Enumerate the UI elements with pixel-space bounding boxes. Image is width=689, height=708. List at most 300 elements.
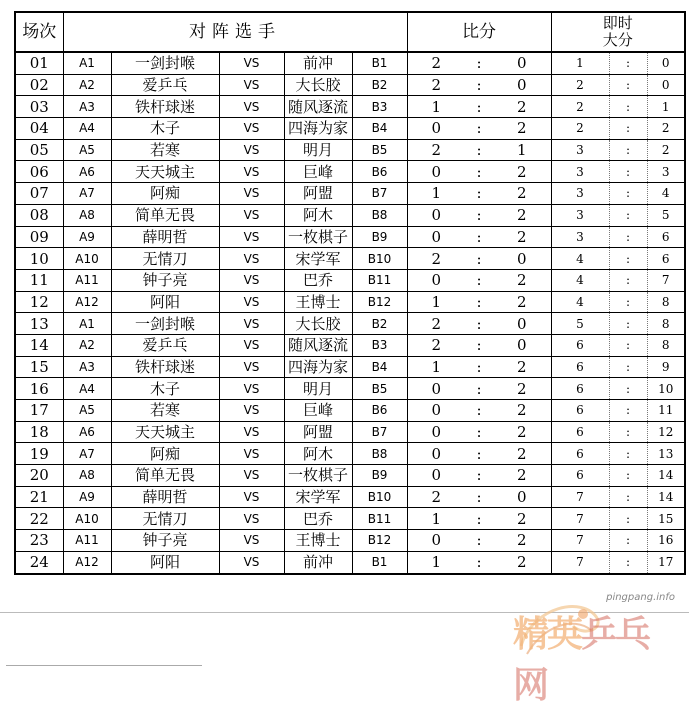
- score-a: 2: [407, 313, 465, 335]
- score-b: 2: [493, 530, 551, 552]
- vs-label: VS: [219, 183, 284, 205]
- running-score-separator: :: [609, 183, 647, 205]
- round-number: 13: [15, 313, 63, 335]
- vs-label: VS: [219, 269, 284, 291]
- player-a-name: 铁杆球迷: [111, 356, 219, 378]
- player-b-name: 大长胶: [284, 74, 352, 96]
- score-a: 1: [407, 183, 465, 205]
- running-score-separator: :: [609, 465, 647, 487]
- running-score-b: 8: [647, 334, 685, 356]
- player-b-code: B7: [352, 421, 407, 443]
- score-separator: :: [465, 74, 493, 96]
- vs-label: VS: [219, 313, 284, 335]
- score-a: 1: [407, 291, 465, 313]
- matchup-header: 对阵选手: [63, 12, 407, 52]
- player-a-name: 爱乒乓: [111, 74, 219, 96]
- score-b: 0: [493, 52, 551, 74]
- running-score-separator: :: [609, 118, 647, 140]
- running-score-separator: :: [609, 269, 647, 291]
- running-score-a: 4: [551, 248, 609, 270]
- running-score-separator: :: [609, 530, 647, 552]
- round-number: 10: [15, 248, 63, 270]
- running-score-b: 12: [647, 421, 685, 443]
- running-score-b: 13: [647, 443, 685, 465]
- table-row: [15, 269, 685, 291]
- score-separator: :: [465, 96, 493, 118]
- running-score-a: 7: [551, 486, 609, 508]
- running-score-b: 6: [647, 248, 685, 270]
- score-a: 0: [407, 443, 465, 465]
- score-separator: :: [465, 356, 493, 378]
- player-b-name: 前冲: [284, 52, 352, 74]
- score-a: 1: [407, 356, 465, 378]
- running-score-b: 6: [647, 226, 685, 248]
- player-a-name: 钟子亮: [111, 269, 219, 291]
- player-a-name: 无情刀: [111, 508, 219, 530]
- player-b-name: 一枚棋子: [284, 465, 352, 487]
- player-a-code: A7: [63, 183, 111, 205]
- running-score-a: 3: [551, 161, 609, 183]
- running-score-a: 6: [551, 421, 609, 443]
- player-b-name: 明月: [284, 378, 352, 400]
- player-a-name: 阿痴: [111, 443, 219, 465]
- player-a-name: 阿痴: [111, 183, 219, 205]
- running-score-a: 5: [551, 313, 609, 335]
- player-b-name: 随风逐流: [284, 96, 352, 118]
- score-b: 2: [493, 378, 551, 400]
- score-b: 2: [493, 118, 551, 140]
- vs-label: VS: [219, 530, 284, 552]
- player-a-code: A5: [63, 139, 111, 161]
- score-separator: :: [465, 204, 493, 226]
- running-score-a: 1: [551, 52, 609, 74]
- player-b-code: B4: [352, 118, 407, 140]
- score-separator: :: [465, 269, 493, 291]
- score-b: 1: [493, 139, 551, 161]
- vs-label: VS: [219, 161, 284, 183]
- player-b-code: B4: [352, 356, 407, 378]
- score-separator: :: [465, 465, 493, 487]
- score-b: 0: [493, 248, 551, 270]
- score-separator: :: [465, 291, 493, 313]
- running-score-a: 4: [551, 269, 609, 291]
- player-a-code: A8: [63, 465, 111, 487]
- score-b: 2: [493, 183, 551, 205]
- vs-label: VS: [219, 74, 284, 96]
- player-b-name: 前冲: [284, 551, 352, 573]
- score-separator: :: [465, 508, 493, 530]
- round-header: 场次: [15, 12, 63, 52]
- running-score-a: 2: [551, 74, 609, 96]
- running-score-b: 1: [647, 96, 685, 118]
- score-a: 2: [407, 139, 465, 161]
- table-row: [15, 118, 685, 140]
- round-number: 02: [15, 74, 63, 96]
- watermark-url: pingpang.info: [606, 592, 675, 603]
- player-b-name: 王博士: [284, 530, 352, 552]
- score-a: 0: [407, 161, 465, 183]
- player-a-code: A12: [63, 551, 111, 573]
- running-score-a: 6: [551, 465, 609, 487]
- running-score-separator: :: [609, 204, 647, 226]
- score-a: 2: [407, 74, 465, 96]
- running-score-header: [551, 12, 685, 52]
- vs-label: VS: [219, 139, 284, 161]
- running-score-b: 17: [647, 551, 685, 573]
- score-b: 2: [493, 161, 551, 183]
- player-a-name: 铁杆球迷: [111, 96, 219, 118]
- score-a: 0: [407, 269, 465, 291]
- running-score-a: 3: [551, 139, 609, 161]
- score-a: 1: [407, 508, 465, 530]
- player-a-name: 爱乒乓: [111, 334, 219, 356]
- table-row: [15, 334, 685, 356]
- player-a-name: 若寒: [111, 400, 219, 422]
- player-b-code: B9: [352, 465, 407, 487]
- player-a-name: 钟子亮: [111, 530, 219, 552]
- running-score-a: 2: [551, 96, 609, 118]
- player-b-code: B1: [352, 52, 407, 74]
- player-a-code: A4: [63, 378, 111, 400]
- table-row: [15, 291, 685, 313]
- score-b: 0: [493, 313, 551, 335]
- score-separator: :: [465, 334, 493, 356]
- player-a-code: A6: [63, 421, 111, 443]
- score-b: 2: [493, 465, 551, 487]
- table-row: [15, 161, 685, 183]
- running-score-a: 6: [551, 443, 609, 465]
- round-number: 08: [15, 204, 63, 226]
- score-separator: :: [465, 443, 493, 465]
- score-separator: :: [465, 378, 493, 400]
- running-score-b: 8: [647, 291, 685, 313]
- score-b: 0: [493, 334, 551, 356]
- running-score-a: 6: [551, 378, 609, 400]
- running-score-separator: :: [609, 551, 647, 573]
- running-score-b: 10: [647, 378, 685, 400]
- player-a-code: A1: [63, 52, 111, 74]
- score-b: 2: [493, 226, 551, 248]
- running-score-a: 2: [551, 118, 609, 140]
- running-score-separator: :: [609, 96, 647, 118]
- running-score-a: 3: [551, 183, 609, 205]
- score-separator: :: [465, 226, 493, 248]
- score-b: 2: [493, 443, 551, 465]
- vs-label: VS: [219, 400, 284, 422]
- player-b-code: B11: [352, 508, 407, 530]
- player-b-code: B2: [352, 74, 407, 96]
- player-b-code: B9: [352, 226, 407, 248]
- player-b-name: 四海为家: [284, 118, 352, 140]
- player-b-code: B12: [352, 291, 407, 313]
- round-number: 12: [15, 291, 63, 313]
- vs-label: VS: [219, 551, 284, 573]
- table-row: [15, 248, 685, 270]
- vs-label: VS: [219, 96, 284, 118]
- player-a-code: A3: [63, 96, 111, 118]
- player-b-code: B3: [352, 334, 407, 356]
- round-number: 19: [15, 443, 63, 465]
- running-score-b: 11: [647, 400, 685, 422]
- running-score-a: 6: [551, 334, 609, 356]
- running-score-b: 9: [647, 356, 685, 378]
- running-score-b: 4: [647, 183, 685, 205]
- bottom-rule: [6, 665, 202, 666]
- running-score-b: 8: [647, 313, 685, 335]
- header-row: [15, 12, 685, 52]
- running-score-a: 6: [551, 400, 609, 422]
- player-a-code: A6: [63, 161, 111, 183]
- vs-label: VS: [219, 52, 284, 74]
- player-a-name: 薛明哲: [111, 226, 219, 248]
- player-a-code: A10: [63, 508, 111, 530]
- vs-label: VS: [219, 291, 284, 313]
- running-score-separator: :: [609, 378, 647, 400]
- score-b: 2: [493, 356, 551, 378]
- player-a-name: 一剑封喉: [111, 313, 219, 335]
- player-a-code: A1: [63, 313, 111, 335]
- vs-label: VS: [219, 465, 284, 487]
- table-row: [15, 486, 685, 508]
- running-score-separator: :: [609, 443, 647, 465]
- player-b-name: 阿木: [284, 443, 352, 465]
- running-score-separator: :: [609, 248, 647, 270]
- player-b-name: 巨峰: [284, 400, 352, 422]
- player-a-code: A12: [63, 291, 111, 313]
- player-b-name: 阿盟: [284, 183, 352, 205]
- table-row: [15, 226, 685, 248]
- player-b-code: B5: [352, 139, 407, 161]
- score-b: 2: [493, 421, 551, 443]
- player-a-name: 薛明哲: [111, 486, 219, 508]
- round-number: 11: [15, 269, 63, 291]
- player-b-name: 随风逐流: [284, 334, 352, 356]
- table-row: [15, 421, 685, 443]
- round-number: 14: [15, 334, 63, 356]
- score-b: 2: [493, 551, 551, 573]
- player-b-name: 宋学军: [284, 486, 352, 508]
- score-b: 2: [493, 204, 551, 226]
- running-score-separator: :: [609, 421, 647, 443]
- running-score-separator: :: [609, 334, 647, 356]
- running-score-separator: :: [609, 291, 647, 313]
- round-number: 22: [15, 508, 63, 530]
- player-b-code: B1: [352, 551, 407, 573]
- table-row: [15, 530, 685, 552]
- round-number: 23: [15, 530, 63, 552]
- results-body: [15, 52, 685, 574]
- vs-label: VS: [219, 226, 284, 248]
- table-row: [15, 551, 685, 573]
- table-row: [15, 508, 685, 530]
- vs-label: VS: [219, 356, 284, 378]
- score-separator: :: [465, 486, 493, 508]
- player-b-code: B6: [352, 161, 407, 183]
- player-b-name: 宋学军: [284, 248, 352, 270]
- score-a: 0: [407, 226, 465, 248]
- player-a-name: 一剑封喉: [111, 52, 219, 74]
- player-b-code: B10: [352, 486, 407, 508]
- watermark-logo: [513, 606, 683, 708]
- player-b-name: 四海为家: [284, 356, 352, 378]
- round-number: 20: [15, 465, 63, 487]
- score-b: 0: [493, 74, 551, 96]
- table-row: [15, 74, 685, 96]
- score-a: 0: [407, 118, 465, 140]
- running-score-b: 14: [647, 486, 685, 508]
- player-a-name: 简单无畏: [111, 204, 219, 226]
- round-number: 09: [15, 226, 63, 248]
- player-b-name: 大长胶: [284, 313, 352, 335]
- running-score-separator: :: [609, 313, 647, 335]
- player-a-code: A7: [63, 443, 111, 465]
- player-b-code: B8: [352, 204, 407, 226]
- round-number: 18: [15, 421, 63, 443]
- table-row: [15, 139, 685, 161]
- score-separator: :: [465, 313, 493, 335]
- player-a-code: A3: [63, 356, 111, 378]
- running-score-b: 7: [647, 269, 685, 291]
- vs-label: VS: [219, 421, 284, 443]
- player-b-name: 巴乔: [284, 508, 352, 530]
- running-score-separator: :: [609, 356, 647, 378]
- vs-label: VS: [219, 486, 284, 508]
- score-separator: :: [465, 52, 493, 74]
- score-b: 2: [493, 508, 551, 530]
- table-row: [15, 96, 685, 118]
- running-score-separator: :: [609, 74, 647, 96]
- round-number: 21: [15, 486, 63, 508]
- round-number: 05: [15, 139, 63, 161]
- vs-label: VS: [219, 378, 284, 400]
- watermark-logo-part-b: 乒乓网: [513, 614, 650, 706]
- player-a-name: 天天城主: [111, 161, 219, 183]
- player-b-name: 巴乔: [284, 269, 352, 291]
- running-score-b: 2: [647, 118, 685, 140]
- running-score-b: 15: [647, 508, 685, 530]
- player-a-code: A11: [63, 269, 111, 291]
- player-a-code: A11: [63, 530, 111, 552]
- player-a-name: 木子: [111, 378, 219, 400]
- match-results-table: [14, 11, 686, 575]
- running-score-b: 0: [647, 74, 685, 96]
- score-separator: :: [465, 183, 493, 205]
- vs-label: VS: [219, 204, 284, 226]
- score-a: 1: [407, 96, 465, 118]
- running-score-b: 5: [647, 204, 685, 226]
- score-a: 0: [407, 530, 465, 552]
- running-score-b: 3: [647, 161, 685, 183]
- player-b-code: B8: [352, 443, 407, 465]
- vs-label: VS: [219, 508, 284, 530]
- score-b: 2: [493, 400, 551, 422]
- round-number: 24: [15, 551, 63, 573]
- score-separator: :: [465, 551, 493, 573]
- running-score-a: 6: [551, 356, 609, 378]
- running-score-b: 16: [647, 530, 685, 552]
- running-score-separator: :: [609, 139, 647, 161]
- round-number: 15: [15, 356, 63, 378]
- table-row: [15, 204, 685, 226]
- running-score-separator: :: [609, 486, 647, 508]
- player-b-code: B6: [352, 400, 407, 422]
- running-score-separator: :: [609, 508, 647, 530]
- score-separator: :: [465, 118, 493, 140]
- player-a-name: 阿阳: [111, 291, 219, 313]
- player-a-name: 阿阳: [111, 551, 219, 573]
- site-watermark: [513, 592, 683, 706]
- table-row: [15, 52, 685, 74]
- player-a-code: A2: [63, 334, 111, 356]
- player-a-name: 木子: [111, 118, 219, 140]
- player-a-code: A9: [63, 226, 111, 248]
- player-a-code: A9: [63, 486, 111, 508]
- player-a-name: 简单无畏: [111, 465, 219, 487]
- running-score-separator: :: [609, 226, 647, 248]
- round-number: 07: [15, 183, 63, 205]
- player-b-name: 王博士: [284, 291, 352, 313]
- player-b-name: 阿木: [284, 204, 352, 226]
- player-a-code: A5: [63, 400, 111, 422]
- round-number: 17: [15, 400, 63, 422]
- score-a: 0: [407, 204, 465, 226]
- player-b-code: B10: [352, 248, 407, 270]
- watermark-logo-part-a: 精英: [513, 614, 582, 655]
- player-b-name: 一枚棋子: [284, 226, 352, 248]
- player-a-code: A10: [63, 248, 111, 270]
- score-a: 1: [407, 551, 465, 573]
- running-score-b: 0: [647, 52, 685, 74]
- player-a-name: 无情刀: [111, 248, 219, 270]
- player-a-name: 若寒: [111, 139, 219, 161]
- player-a-code: A4: [63, 118, 111, 140]
- round-number: 04: [15, 118, 63, 140]
- score-a: 2: [407, 52, 465, 74]
- round-number: 16: [15, 378, 63, 400]
- running-score-label: 即时大分: [602, 14, 633, 49]
- score-header: 比分: [407, 12, 551, 52]
- score-a: 2: [407, 248, 465, 270]
- player-b-code: B3: [352, 96, 407, 118]
- round-number: 06: [15, 161, 63, 183]
- score-separator: :: [465, 400, 493, 422]
- round-number: 03: [15, 96, 63, 118]
- running-score-separator: :: [609, 161, 647, 183]
- running-score-a: 7: [551, 551, 609, 573]
- score-a: 2: [407, 486, 465, 508]
- vs-label: VS: [219, 334, 284, 356]
- table-row: [15, 183, 685, 205]
- score-separator: :: [465, 139, 493, 161]
- player-a-code: A8: [63, 204, 111, 226]
- score-a: 0: [407, 465, 465, 487]
- player-b-name: 阿盟: [284, 421, 352, 443]
- score-b: 2: [493, 269, 551, 291]
- player-b-code: B12: [352, 530, 407, 552]
- running-score-a: 7: [551, 508, 609, 530]
- score-a: 0: [407, 400, 465, 422]
- score-separator: :: [465, 421, 493, 443]
- score-separator: :: [465, 248, 493, 270]
- table-row: [15, 465, 685, 487]
- player-a-code: A2: [63, 74, 111, 96]
- running-score-b: 14: [647, 465, 685, 487]
- running-score-a: 3: [551, 204, 609, 226]
- running-score-a: 7: [551, 530, 609, 552]
- vs-label: VS: [219, 118, 284, 140]
- table-row: [15, 443, 685, 465]
- running-score-a: 4: [551, 291, 609, 313]
